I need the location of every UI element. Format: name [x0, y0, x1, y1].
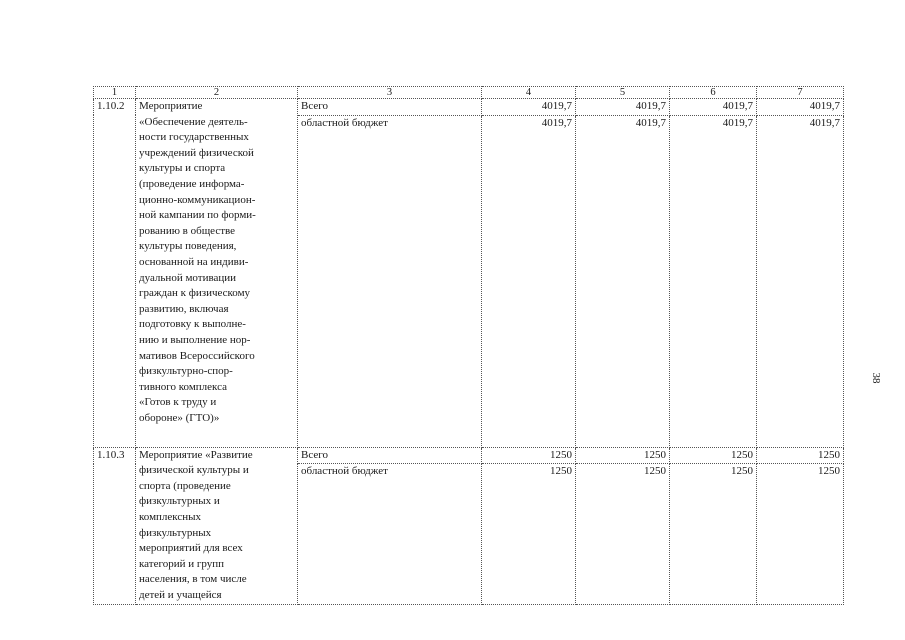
amount-cell: 4019,7: [576, 99, 670, 116]
table-row: [94, 99, 844, 116]
description-line: дуальной мотивации: [139, 271, 237, 284]
amount-cell: 1250: [757, 447, 844, 464]
amount-cell: 1250: [576, 464, 670, 604]
amount-cell: 1250: [757, 464, 844, 604]
amount-cell: 1250: [576, 447, 670, 464]
funding-source: областной бюджет: [298, 464, 482, 604]
description-line: культуры и спорта: [139, 162, 226, 175]
description-line: обороне» (ГТО)»: [139, 411, 220, 424]
description-line: рованию в обществе: [139, 224, 236, 237]
budget-table: [93, 86, 844, 605]
header-cell: 5: [576, 87, 670, 99]
amount-cell: 1250: [670, 447, 757, 464]
description-line: мероприятий для всех: [139, 542, 243, 555]
header-cell: 4: [482, 87, 576, 99]
amount-cell: 1250: [482, 447, 576, 464]
header-cell: 6: [670, 87, 757, 99]
description-line: физкультурно-спор-: [139, 365, 233, 378]
description-line: (проведение информа-: [139, 177, 245, 190]
description-line: детей и учащейся: [139, 588, 222, 601]
description-line: развитию, включая: [139, 302, 229, 315]
amount-cell: 4019,7: [670, 115, 757, 447]
description-line: ционно-коммуникацион-: [139, 193, 256, 206]
description-line: категорий и групп: [139, 557, 225, 570]
table-row: [94, 447, 844, 464]
description-line: нию и выполнение нор-: [139, 333, 251, 346]
description-line: «Готов к труду и: [139, 396, 217, 409]
description-line: физкультурных и: [139, 495, 220, 508]
description-line: культуры поведения,: [139, 240, 237, 253]
description-line: комплексных: [139, 510, 202, 523]
amount-cell: 4019,7: [576, 115, 670, 447]
amount-cell: 1250: [482, 464, 576, 604]
description-line: ной кампании по форми-: [139, 209, 256, 222]
description-line: граждан к физическому: [139, 287, 251, 300]
amount-cell: 1250: [670, 464, 757, 604]
row-description: [136, 99, 298, 448]
description-line: населения, в том числе: [139, 573, 247, 586]
amount-cell: 4019,7: [670, 99, 757, 116]
description-line: ности государственных: [139, 131, 249, 144]
header-cell: 7: [757, 87, 844, 99]
row-code: 1.10.2: [94, 99, 136, 448]
description-line: физкультурных: [139, 526, 212, 539]
row-description: [136, 447, 298, 604]
description-line: основанной на индиви-: [139, 255, 249, 268]
description-line: тивного комплекса: [139, 380, 228, 393]
description-line: учреждений физической: [139, 146, 254, 159]
funding-source: Всего: [298, 447, 482, 464]
amount-cell: 4019,7: [482, 99, 576, 116]
description-line: Мероприятие: [139, 100, 203, 112]
amount-cell: 4019,7: [757, 99, 844, 116]
description-line: «Обеспечение деятель-: [139, 115, 248, 128]
funding-source: областной бюджет: [298, 115, 482, 447]
page-number: 38: [870, 372, 882, 384]
description-line: подготовку к выполне-: [139, 318, 246, 331]
description-line: мативов Всероссийского: [139, 349, 255, 362]
description-line: физической культуры и: [139, 464, 249, 477]
header-cell: 2: [136, 87, 298, 99]
funding-source: Всего: [298, 99, 482, 116]
header-cell: 1: [94, 87, 136, 99]
description-line: спорта (проведение: [139, 479, 231, 492]
header-cell: 3: [298, 87, 482, 99]
amount-cell: 4019,7: [757, 115, 844, 447]
row-code: 1.10.3: [94, 447, 136, 604]
amount-cell: 4019,7: [482, 115, 576, 447]
description-line: Мероприятие «Развитие: [139, 448, 253, 461]
table-header-row: [94, 87, 844, 99]
